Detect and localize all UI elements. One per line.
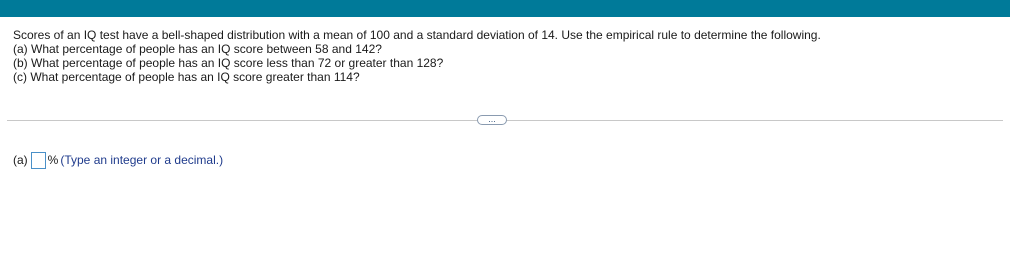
question-part-c: (c) What percentage of people has an IQ score greater than 114? [13, 70, 360, 84]
question-text [13, 28, 821, 84]
answer-row [13, 150, 223, 170]
question-part-a: (a) What percentage of people has an IQ score between 58 and 142? [13, 42, 382, 56]
answer-hint: (Type an integer or a decimal.) [60, 153, 224, 167]
question-intro: Scores of an IQ test have a bell-shaped distribution with a mean of 100 and a standard deviation of 14. Use the empirical rule to determine the following. [13, 28, 821, 42]
percent-unit: % [47, 153, 59, 167]
answer-part-label: (a) [13, 153, 28, 167]
answer-input[interactable] [31, 152, 46, 169]
top-banner [0, 0, 1010, 17]
expand-more-button[interactable]: ... [477, 115, 507, 125]
question-part-b: (b) What percentage of people has an IQ score less than 72 or greater than 128? [13, 56, 444, 70]
